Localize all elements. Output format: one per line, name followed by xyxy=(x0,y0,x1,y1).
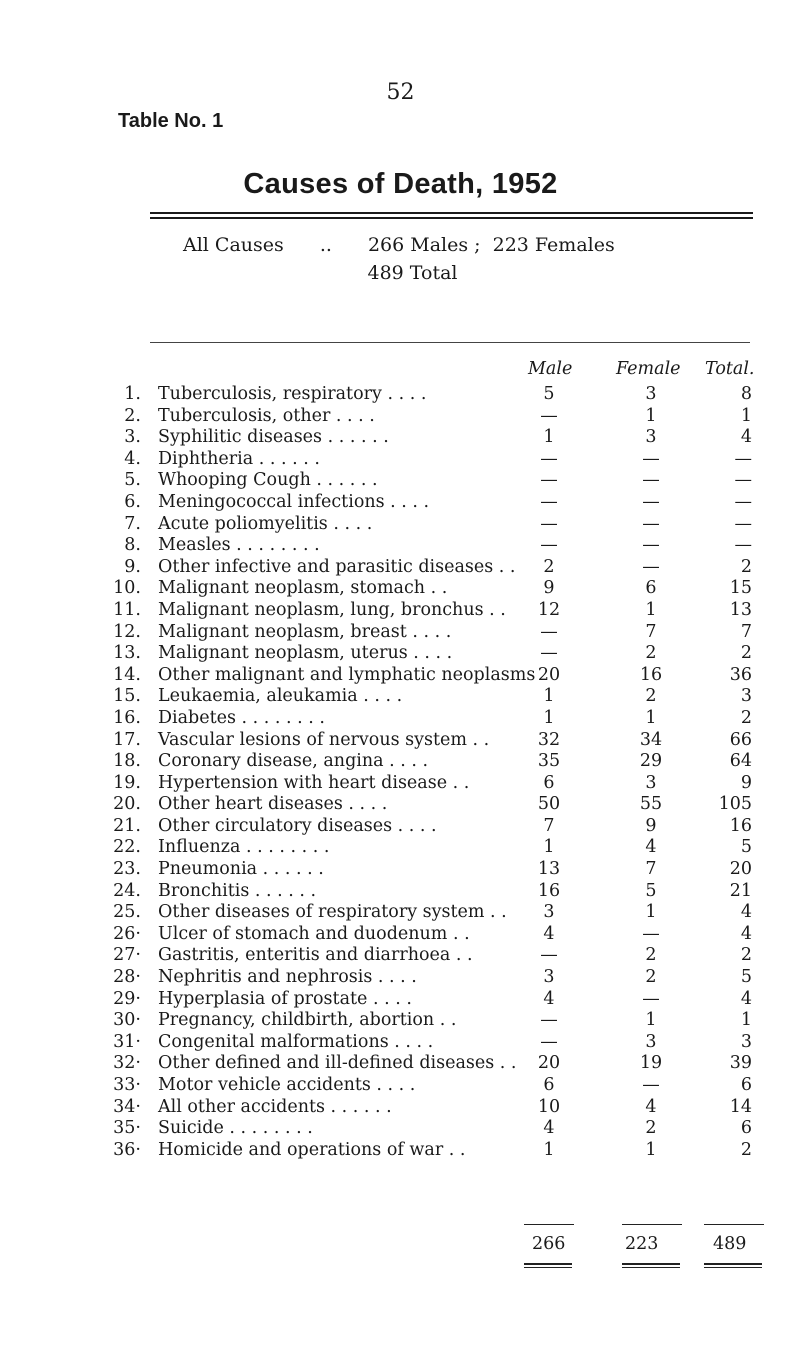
female-count: — xyxy=(642,535,660,556)
column-header-male: Male xyxy=(528,359,573,379)
total-male: 266 xyxy=(532,1234,566,1254)
male-double-rule xyxy=(524,1263,572,1268)
total-count: 2 xyxy=(740,556,752,577)
total-count: 4 xyxy=(740,902,752,923)
table-row xyxy=(0,924,801,946)
female-count: — xyxy=(642,988,660,1009)
female-count: 1 xyxy=(645,1139,657,1160)
total-count: 105 xyxy=(718,794,752,815)
table-row xyxy=(0,708,801,730)
row-number: 7. xyxy=(124,513,141,534)
male-count: — xyxy=(540,491,558,512)
row-number: 11. xyxy=(113,599,141,620)
female-count: 2 xyxy=(645,967,657,988)
table-row xyxy=(0,1032,801,1054)
male-count: — xyxy=(540,1010,558,1031)
table-row xyxy=(0,600,801,622)
table-row xyxy=(0,686,801,708)
female-count: 5 xyxy=(645,880,657,901)
total-count: 3 xyxy=(740,686,752,707)
total-count: 2 xyxy=(740,707,752,728)
row-number: 26· xyxy=(113,923,141,944)
table-row xyxy=(0,578,801,600)
total-count: 66 xyxy=(729,729,752,750)
male-count: 1 xyxy=(543,1139,555,1160)
female-count: 1 xyxy=(645,902,657,923)
cause-name: Ulcer of stomach and duodenum . . xyxy=(158,923,470,944)
female-count: 1 xyxy=(645,405,657,426)
female-count: 3 xyxy=(645,384,657,404)
male-count: 3 xyxy=(543,902,555,923)
row-number: 2. xyxy=(124,405,141,426)
row-number: 10. xyxy=(113,578,141,599)
table-row xyxy=(0,773,801,795)
female-count: — xyxy=(642,556,660,577)
row-number: 31· xyxy=(113,1031,141,1052)
cause-name: Coronary disease, angina . . . . xyxy=(158,751,429,772)
header-rule xyxy=(150,342,750,343)
table-row xyxy=(0,406,801,428)
row-number: 3. xyxy=(124,427,141,448)
female-count: 3 xyxy=(645,1031,657,1052)
male-count: 35 xyxy=(537,751,561,772)
female-count: 2 xyxy=(645,686,657,707)
male-count: 5 xyxy=(543,384,555,404)
table-row xyxy=(0,859,801,881)
row-number: 29· xyxy=(113,988,141,1009)
female-double-rule xyxy=(622,1263,680,1268)
cause-name: Congenital malformations . . . . xyxy=(158,1031,434,1052)
table-row xyxy=(0,945,801,967)
table-row xyxy=(0,1097,801,1119)
cause-name: Diphtheria . . . . . . xyxy=(158,448,320,469)
female-count: 29 xyxy=(639,751,663,772)
male-count: 1 xyxy=(543,427,555,448)
row-number: 13. xyxy=(113,643,141,664)
summary-dots: .. xyxy=(319,234,332,256)
row-number: 14. xyxy=(113,664,141,685)
row-number: 32· xyxy=(113,1053,141,1074)
causes-table xyxy=(0,384,801,1161)
female-count: 7 xyxy=(645,859,657,880)
table-row xyxy=(0,449,801,471)
page-title: Causes of Death, 1952 xyxy=(243,168,558,200)
male-count: 50 xyxy=(537,794,561,815)
male-count: — xyxy=(540,405,558,426)
female-count: 16 xyxy=(639,664,663,685)
total-all: 489 xyxy=(713,1234,747,1254)
female-count: 2 xyxy=(645,643,657,664)
total-count: 13 xyxy=(729,599,752,620)
column-header-female: Female xyxy=(616,359,681,379)
summary-males: 266 Males ; xyxy=(367,234,481,256)
male-count: 12 xyxy=(537,599,561,620)
row-number: 33· xyxy=(113,1075,141,1095)
row-number: 25. xyxy=(113,902,141,923)
cause-name: Acute poliomyelitis . . . . xyxy=(158,513,373,534)
male-count: 20 xyxy=(537,1053,561,1074)
table-row xyxy=(0,1118,801,1140)
row-number: 36· xyxy=(113,1139,141,1160)
male-count: 9 xyxy=(543,578,555,599)
female-count: 4 xyxy=(645,1096,657,1117)
female-count: 1 xyxy=(645,707,657,728)
row-number: 1. xyxy=(124,384,141,404)
male-count: 1 xyxy=(543,837,555,858)
cause-name: Malignant neoplasm, breast . . . . xyxy=(158,621,452,642)
female-count: 2 xyxy=(645,945,657,966)
cause-name: Other diseases of respiratory system . . xyxy=(158,902,507,923)
table-row xyxy=(0,1140,801,1162)
row-number: 22. xyxy=(113,837,141,858)
total-count: 1 xyxy=(740,405,752,426)
row-number: 4. xyxy=(124,448,141,469)
cause-name: Homicide and operations of war . . xyxy=(158,1139,466,1160)
total-count: 6 xyxy=(740,1118,752,1139)
table-row xyxy=(0,1010,801,1032)
row-number: 34· xyxy=(113,1096,141,1117)
female-count: 55 xyxy=(639,794,663,815)
male-count: — xyxy=(540,1031,558,1052)
row-number: 24. xyxy=(113,880,141,901)
cause-name: Pneumonia . . . . . . xyxy=(158,859,324,880)
male-count: 20 xyxy=(537,664,561,685)
title-rule-bottom xyxy=(150,217,753,219)
cause-name: Pregnancy, childbirth, abortion . . xyxy=(158,1010,457,1031)
table-label: Table No. 1 xyxy=(118,110,224,132)
row-number: 23. xyxy=(113,859,141,880)
table-row xyxy=(0,535,801,557)
summary-total: 489 Total xyxy=(367,262,458,284)
cause-name: Motor vehicle accidents . . . . xyxy=(158,1075,416,1095)
table-row xyxy=(0,967,801,989)
female-count: 6 xyxy=(645,578,657,599)
cause-name: Malignant neoplasm, uterus . . . . xyxy=(158,643,453,664)
total-count: 5 xyxy=(740,967,752,988)
female-count: — xyxy=(642,448,660,469)
male-count: 10 xyxy=(537,1096,561,1117)
table-row xyxy=(0,989,801,1011)
cause-name: Nephritis and nephrosis . . . . xyxy=(158,967,417,988)
summary-females: 223 Females xyxy=(492,234,615,256)
row-number: 20. xyxy=(113,794,141,815)
total-count: 3 xyxy=(740,1031,752,1052)
table-row xyxy=(0,427,801,449)
cause-name: All other accidents . . . . . . xyxy=(158,1096,392,1117)
table-row xyxy=(0,557,801,579)
female-count: 4 xyxy=(645,837,657,858)
total-count: 7 xyxy=(740,621,752,642)
total-count: 20 xyxy=(729,859,752,880)
cause-name: Leukaemia, aleukamia . . . . xyxy=(158,686,403,707)
male-count: — xyxy=(540,945,558,966)
female-sum-rule xyxy=(622,1224,682,1225)
female-count: — xyxy=(642,470,660,491)
male-count: 6 xyxy=(543,772,555,793)
male-count: 4 xyxy=(543,923,555,944)
male-count: — xyxy=(540,513,558,534)
cause-name: Hyperplasia of prostate . . . . xyxy=(158,988,412,1009)
row-number: 16. xyxy=(113,707,141,728)
male-count: — xyxy=(540,643,558,664)
table-row xyxy=(0,470,801,492)
female-count: — xyxy=(642,923,660,944)
total-count: 36 xyxy=(729,664,752,685)
female-count: 9 xyxy=(645,815,657,836)
cause-name: Other circulatory diseases . . . . xyxy=(158,815,437,836)
row-number: 5. xyxy=(124,470,141,491)
total-count: 14 xyxy=(729,1096,752,1117)
table-row xyxy=(0,816,801,838)
female-count: 7 xyxy=(645,621,657,642)
cause-name: Other infective and parasitic diseases . . xyxy=(158,556,516,577)
summary-label: All Causes xyxy=(183,234,284,256)
table-row xyxy=(0,881,801,903)
male-count: 4 xyxy=(543,988,555,1009)
male-count: — xyxy=(540,470,558,491)
male-count: 7 xyxy=(543,815,555,836)
row-number: 12. xyxy=(113,621,141,642)
male-count: 16 xyxy=(537,880,561,901)
male-count: 1 xyxy=(543,686,555,707)
male-count: — xyxy=(540,448,558,469)
cause-name: Other heart diseases . . . . xyxy=(158,794,388,815)
total-count: — xyxy=(734,470,752,491)
table-row xyxy=(0,730,801,752)
cause-name: Vascular lesions of nervous system . . xyxy=(158,729,490,750)
row-number: 28· xyxy=(113,967,141,988)
female-count: 34 xyxy=(639,729,663,750)
female-count: — xyxy=(642,491,660,512)
total-count: 5 xyxy=(740,837,752,858)
row-number: 27· xyxy=(113,945,141,966)
female-count: 19 xyxy=(639,1053,663,1074)
female-count: — xyxy=(642,513,660,534)
title-rule-top xyxy=(150,212,753,214)
cause-name: Bronchitis . . . . . . xyxy=(158,880,317,901)
total-count: 6 xyxy=(740,1075,752,1095)
cause-name: Syphilitic diseases . . . . . . xyxy=(158,427,389,448)
total-count: 2 xyxy=(740,643,752,664)
male-sum-rule xyxy=(524,1224,574,1225)
page-number: 52 xyxy=(386,80,415,105)
total-count: 2 xyxy=(740,945,752,966)
row-number: 21. xyxy=(113,815,141,836)
female-count: 1 xyxy=(645,599,657,620)
female-count: 1 xyxy=(645,1010,657,1031)
total-count: 4 xyxy=(740,923,752,944)
table-row xyxy=(0,902,801,924)
total-count: 39 xyxy=(729,1053,752,1074)
table-row xyxy=(0,514,801,536)
row-number: 6. xyxy=(124,491,141,512)
cause-name: Diabetes . . . . . . . . xyxy=(158,707,325,728)
table-row xyxy=(0,1053,801,1075)
total-count: 4 xyxy=(740,427,752,448)
male-count: 13 xyxy=(537,859,561,880)
cause-name: Influenza . . . . . . . . xyxy=(158,837,330,858)
male-count: 4 xyxy=(543,1118,555,1139)
row-number: 17. xyxy=(113,729,141,750)
cause-name: Whooping Cough . . . . . . xyxy=(158,470,378,491)
table-row xyxy=(0,794,801,816)
male-count: — xyxy=(540,535,558,556)
row-number: 18. xyxy=(113,751,141,772)
table-row xyxy=(0,1075,801,1097)
total-count: 2 xyxy=(740,1139,752,1160)
row-number: 35· xyxy=(113,1118,141,1139)
total-count: — xyxy=(734,535,752,556)
table-row xyxy=(0,622,801,644)
total-count: 15 xyxy=(729,578,752,599)
total-count: — xyxy=(734,448,752,469)
total-female: 223 xyxy=(625,1234,659,1254)
row-number: 19. xyxy=(113,772,141,793)
total-count: — xyxy=(734,491,752,512)
cause-name: Gastritis, enteritis and diarrhoea . . xyxy=(158,945,473,966)
cause-name: Suicide . . . . . . . . xyxy=(158,1118,313,1139)
male-count: 3 xyxy=(543,967,555,988)
table-row xyxy=(0,837,801,859)
total-count: 16 xyxy=(729,815,752,836)
table-row xyxy=(0,665,801,687)
total-count: 21 xyxy=(729,880,752,901)
total-count: 9 xyxy=(740,772,752,793)
row-number: 8. xyxy=(124,535,141,556)
total-count: 4 xyxy=(740,988,752,1009)
row-number: 30· xyxy=(113,1010,141,1031)
female-count: — xyxy=(642,1075,660,1095)
male-count: 2 xyxy=(543,556,555,577)
table-row xyxy=(0,492,801,514)
total-count: 1 xyxy=(740,1010,752,1031)
row-number: 15. xyxy=(113,686,141,707)
total-double-rule xyxy=(704,1263,762,1268)
cause-name: Other defined and ill-defined diseases . . xyxy=(158,1053,517,1074)
male-count: 6 xyxy=(543,1075,555,1095)
table-row xyxy=(0,643,801,665)
cause-name: Other malignant and lymphatic neoplasms xyxy=(158,664,536,685)
total-count: — xyxy=(734,513,752,534)
cause-name: Tuberculosis, respiratory . . . . xyxy=(158,384,427,404)
female-count: 3 xyxy=(645,427,657,448)
total-count: 8 xyxy=(740,384,752,404)
female-count: 3 xyxy=(645,772,657,793)
table-row xyxy=(0,384,801,406)
total-sum-rule xyxy=(704,1224,764,1225)
cause-name: Measles . . . . . . . . xyxy=(158,535,320,556)
column-header-total: Total. xyxy=(705,359,755,379)
summary-line xyxy=(183,234,615,256)
table-row xyxy=(0,751,801,773)
row-number: 9. xyxy=(124,556,141,577)
cause-name: Malignant neoplasm, stomach . . xyxy=(158,578,448,599)
cause-name: Malignant neoplasm, lung, bronchus . . xyxy=(158,599,506,620)
cause-name: Meningococcal infections . . . . xyxy=(158,491,430,512)
total-count: 64 xyxy=(729,751,752,772)
male-count: 1 xyxy=(543,707,555,728)
cause-name: Hypertension with heart disease . . xyxy=(158,772,470,793)
cause-name: Tuberculosis, other . . . . xyxy=(158,405,375,426)
male-count: — xyxy=(540,621,558,642)
male-count: 32 xyxy=(537,729,561,750)
female-count: 2 xyxy=(645,1118,657,1139)
